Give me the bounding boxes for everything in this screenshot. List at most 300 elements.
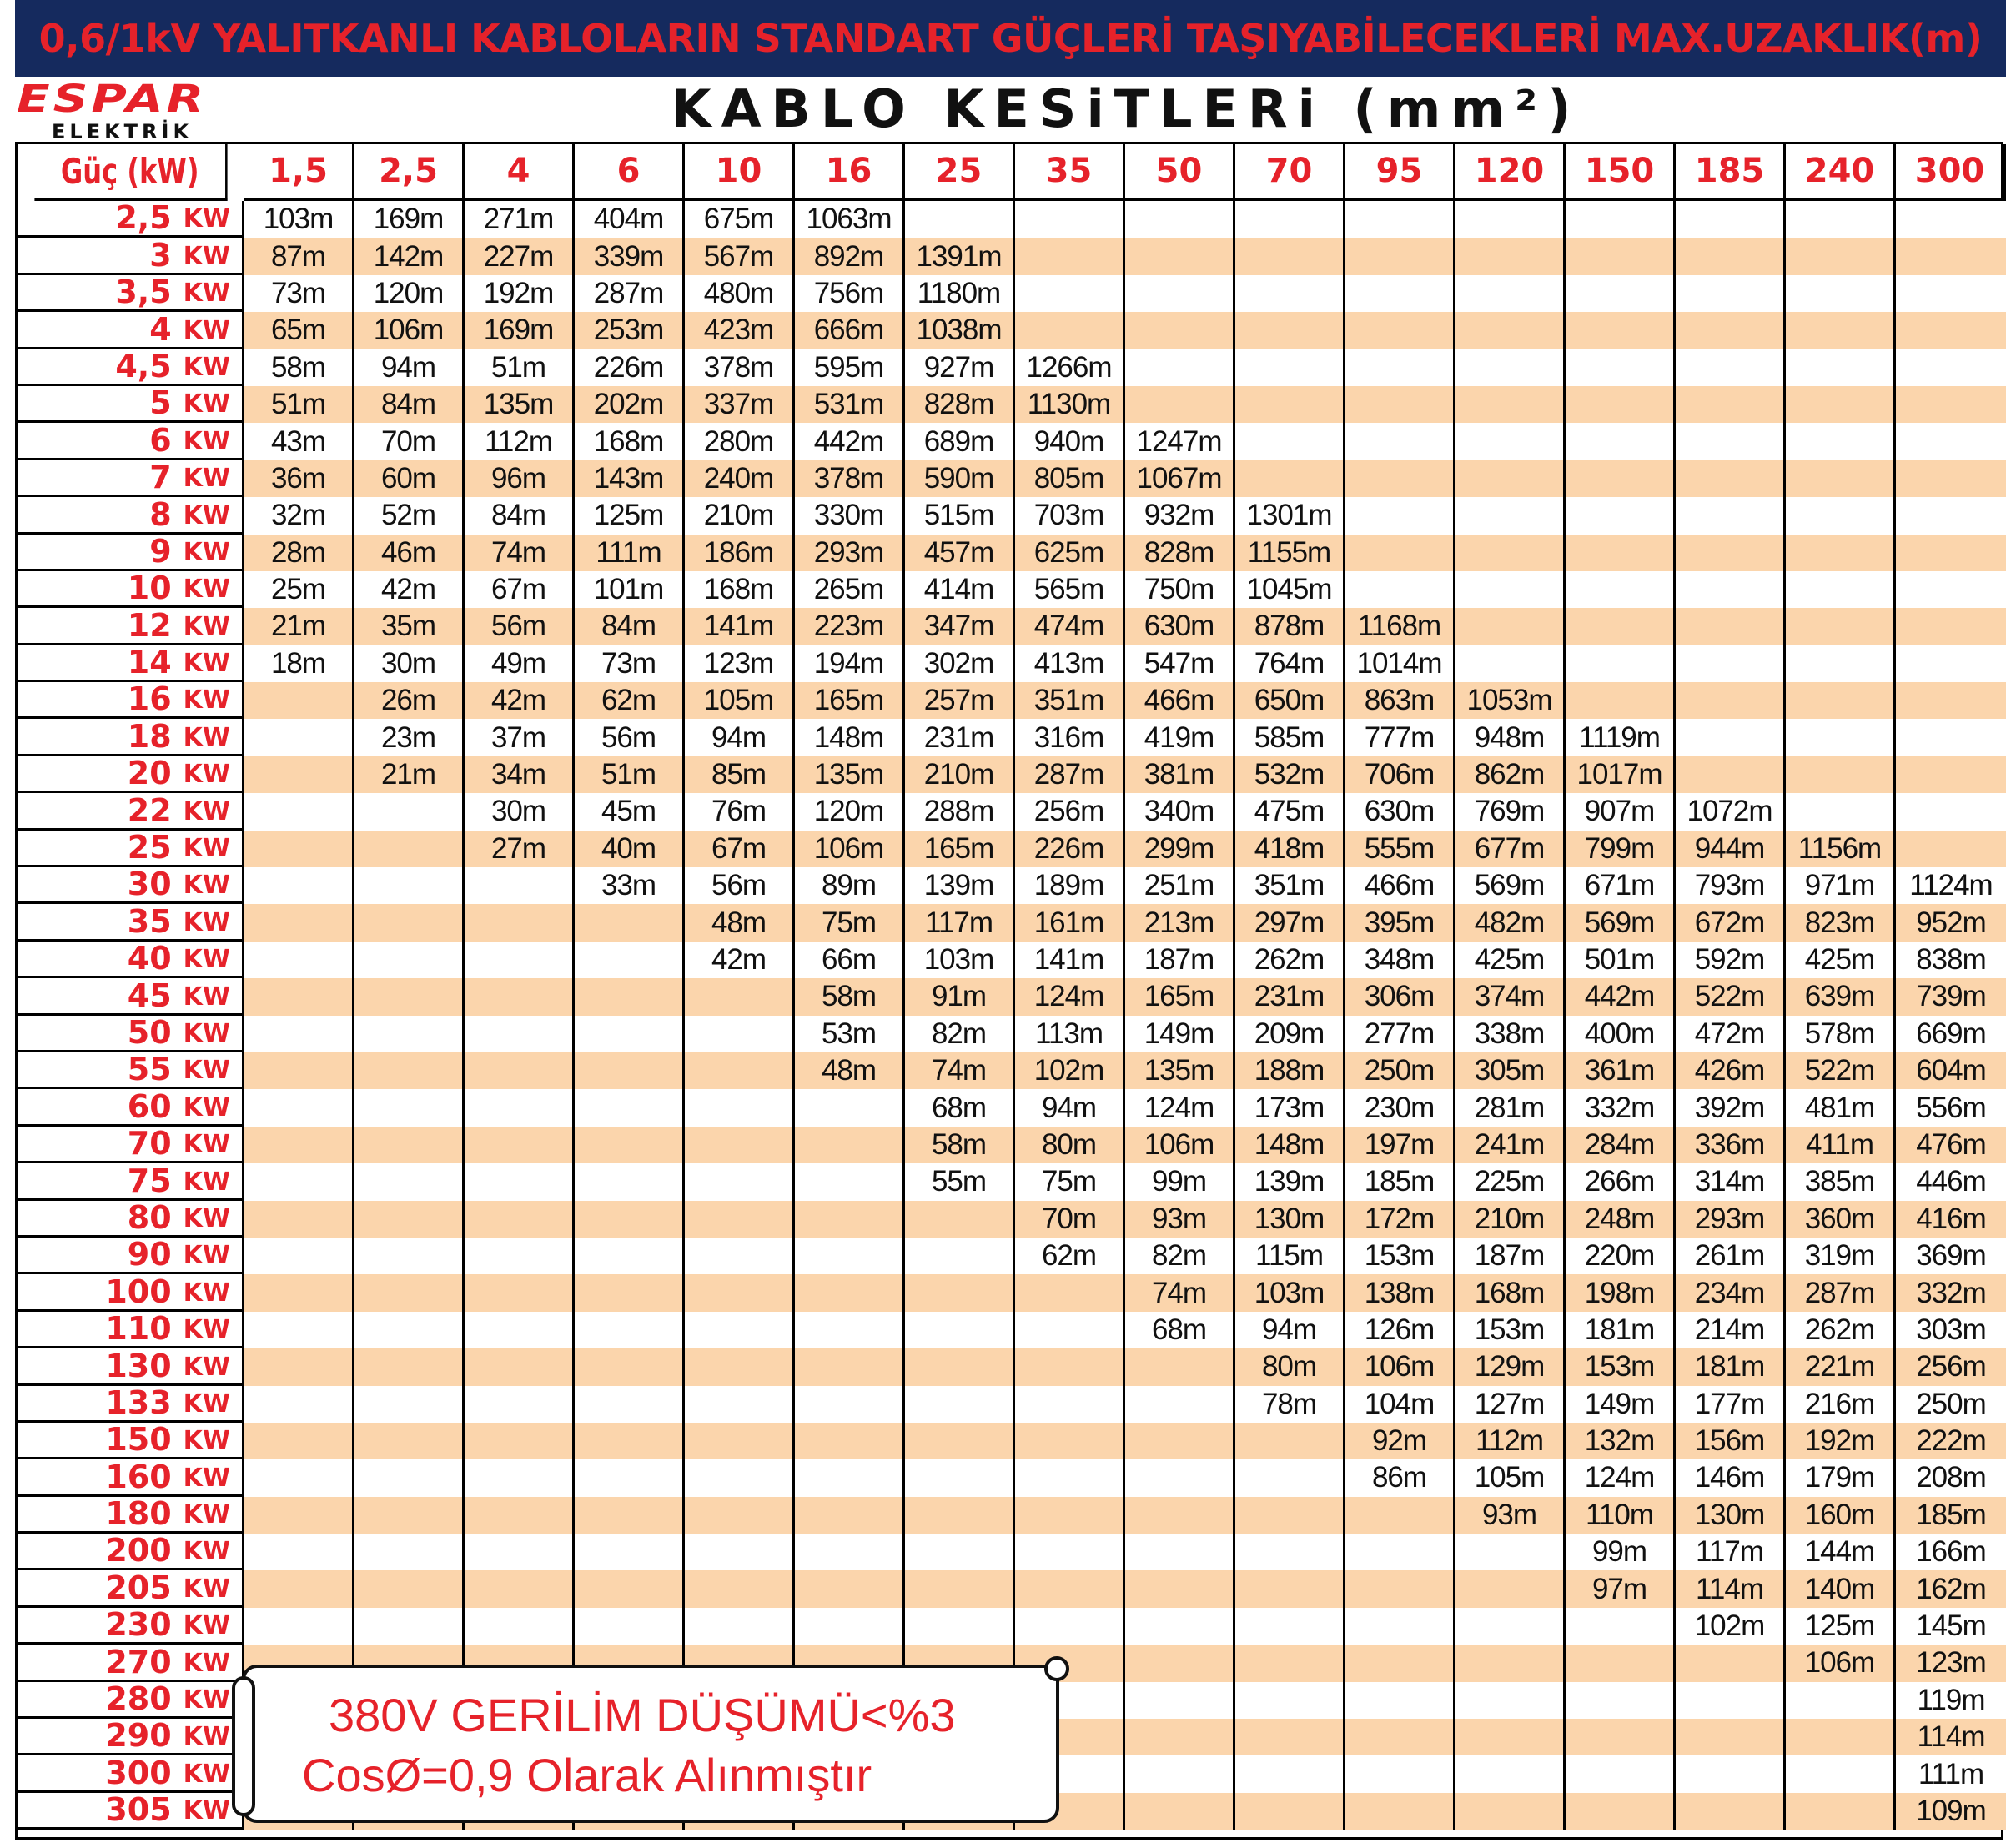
distance-cell — [1345, 1793, 1455, 1830]
distance-cell — [1566, 423, 1676, 459]
cable-section-header: 2,5 — [354, 144, 465, 201]
distance-cell: 120m — [795, 793, 905, 830]
distance-cell — [1455, 1570, 1566, 1607]
distance-cell — [1676, 1719, 1786, 1755]
power-unit: KW — [183, 1056, 230, 1086]
distance-cell — [1786, 645, 1896, 682]
distance-cell — [685, 1127, 795, 1163]
distance-cell — [1235, 423, 1345, 459]
distance-cell: 669m — [1896, 1016, 2006, 1052]
distance-cell: 1301m — [1235, 497, 1345, 534]
distance-cell: 799m — [1566, 831, 1676, 867]
power-unit: KW — [183, 1685, 230, 1715]
cable-section-header: 120 — [1455, 144, 1566, 201]
distance-cell — [244, 1497, 354, 1534]
distance-cell: 173m — [1235, 1089, 1345, 1126]
distance-cell: 256m — [1896, 1348, 2006, 1385]
power-value: 100 — [105, 1273, 172, 1310]
distance-cell: 316m — [1015, 719, 1125, 756]
distance-cell — [1566, 238, 1676, 274]
distance-cell — [1345, 535, 1455, 571]
distance-cell: 501m — [1566, 942, 1676, 978]
distance-cell: 944m — [1676, 831, 1786, 867]
distance-cell — [1015, 312, 1125, 349]
distance-cell: 209m — [1235, 1016, 1345, 1052]
distance-cell: 332m — [1896, 1274, 2006, 1311]
distance-cell: 251m — [1125, 867, 1235, 904]
distance-cell — [1015, 1608, 1125, 1645]
distance-cell: 604m — [1896, 1052, 2006, 1089]
distance-cell — [905, 1312, 1015, 1348]
distance-cell: 556m — [1896, 1089, 2006, 1126]
distance-cell — [1345, 238, 1455, 274]
distance-cell: 287m — [1015, 756, 1125, 793]
distance-cell — [1345, 460, 1455, 497]
distance-cell — [1455, 423, 1566, 459]
power-row-label — [18, 1719, 244, 1755]
distance-cell — [1786, 719, 1896, 756]
distance-cell — [795, 1348, 905, 1385]
distance-cell — [795, 1386, 905, 1423]
distance-cell: 106m — [1125, 1127, 1235, 1163]
distance-cell — [465, 1497, 575, 1534]
distance-cell — [1676, 682, 1786, 719]
distance-cell — [1125, 312, 1235, 349]
distance-cell — [1786, 682, 1896, 719]
distance-cell: 739m — [1896, 978, 2006, 1015]
power-unit: KW — [183, 982, 230, 1012]
power-value: 12 — [127, 606, 172, 644]
distance-cell — [1235, 238, 1345, 274]
distance-cell: 257m — [905, 682, 1015, 719]
espar-logo — [17, 77, 259, 143]
power-value: 150 — [105, 1421, 172, 1459]
distance-cell: 104m — [1345, 1386, 1455, 1423]
distance-cell: 287m — [575, 275, 685, 312]
power-value: 160 — [105, 1458, 172, 1495]
distance-cell: 74m — [465, 535, 575, 571]
power-value: 22 — [127, 791, 172, 829]
distance-cell: 227m — [465, 238, 575, 274]
distance-cell — [1676, 238, 1786, 274]
cable-section-header: 95 — [1345, 144, 1455, 201]
distance-cell — [1676, 460, 1786, 497]
distance-cell: 262m — [1235, 942, 1345, 978]
distance-cell: 221m — [1786, 1348, 1896, 1385]
distance-cell: 210m — [905, 756, 1015, 793]
distance-cell — [244, 1052, 354, 1089]
distance-cell — [465, 942, 575, 978]
distance-cell — [685, 978, 795, 1015]
distance-cell: 862m — [1455, 756, 1566, 793]
power-row-label — [18, 756, 244, 793]
distance-cell: 1038m — [905, 312, 1015, 349]
distance-cell: 168m — [575, 423, 685, 459]
distance-cell: 60m — [354, 460, 465, 497]
distance-cell: 750m — [1125, 571, 1235, 608]
distance-cell: 78m — [1235, 1386, 1345, 1423]
distance-cell: 135m — [1125, 1052, 1235, 1089]
distance-cell: 567m — [685, 238, 795, 274]
distance-cell — [795, 1127, 905, 1163]
distance-cell — [465, 1423, 575, 1459]
distance-cell — [1566, 460, 1676, 497]
distance-cell: 73m — [244, 275, 354, 312]
cable-section-header: 10 — [685, 144, 795, 201]
distance-cell — [1566, 1608, 1676, 1645]
distance-cell: 85m — [685, 756, 795, 793]
distance-cell: 66m — [795, 942, 905, 978]
distance-cell — [1345, 1570, 1455, 1607]
distance-cell — [1786, 201, 1896, 238]
distance-cell — [575, 1312, 685, 1348]
distance-cell: 187m — [1455, 1238, 1566, 1274]
distance-cell: 70m — [354, 423, 465, 459]
distance-cell: 347m — [905, 608, 1015, 645]
distance-cell: 230m — [1345, 1089, 1455, 1126]
distance-cell: 30m — [465, 793, 575, 830]
distance-cell — [1235, 312, 1345, 349]
distance-cell — [354, 1089, 465, 1126]
power-row-label — [18, 460, 244, 497]
distance-cell: 51m — [244, 386, 354, 423]
distance-cell: 472m — [1676, 1016, 1786, 1052]
power-unit: KW — [183, 1648, 230, 1678]
distance-cell: 1063m — [795, 201, 905, 238]
power-row-label — [18, 1383, 244, 1423]
distance-cell — [244, 1201, 354, 1238]
power-row-label — [18, 1348, 244, 1385]
distance-cell: 21m — [354, 756, 465, 793]
distance-cell: 306m — [1345, 978, 1455, 1015]
distance-cell: 124m — [1015, 978, 1125, 1015]
distance-cell — [1235, 201, 1345, 238]
power-unit: KW — [183, 1759, 230, 1789]
distance-cell — [575, 1163, 685, 1200]
distance-cell: 74m — [1125, 1274, 1235, 1311]
distance-cell: 52m — [354, 497, 465, 534]
distance-cell — [575, 978, 685, 1015]
distance-cell — [1786, 275, 1896, 312]
distance-cell — [905, 1274, 1015, 1311]
distance-cell: 262m — [1786, 1312, 1896, 1348]
distance-cell — [1786, 386, 1896, 423]
distance-cell: 256m — [1015, 793, 1125, 830]
power-unit: KW — [183, 1278, 230, 1308]
power-row-label — [18, 497, 244, 534]
distance-cell: 161m — [1015, 904, 1125, 941]
distance-cell: 177m — [1676, 1386, 1786, 1423]
power-row-label — [18, 1497, 244, 1534]
distance-cell — [685, 1163, 795, 1200]
distance-cell: 84m — [465, 497, 575, 534]
distance-cell: 625m — [1015, 535, 1125, 571]
power-value: 130 — [105, 1347, 172, 1384]
distance-cell — [1676, 386, 1786, 423]
distance-cell: 101m — [575, 571, 685, 608]
distance-cell — [685, 1348, 795, 1385]
distance-cell — [1235, 1497, 1345, 1534]
power-value: 4,5 — [115, 347, 172, 384]
distance-cell: 26m — [354, 682, 465, 719]
distance-cell: 106m — [795, 831, 905, 867]
distance-cell: 94m — [354, 349, 465, 386]
distance-cell: 927m — [905, 349, 1015, 386]
distance-cell: 56m — [575, 719, 685, 756]
power-value: 18 — [127, 717, 172, 755]
distance-cell — [1896, 201, 2006, 238]
distance-cell — [905, 1423, 1015, 1459]
distance-cell: 630m — [1125, 608, 1235, 645]
distance-cell — [1566, 535, 1676, 571]
distance-cell: 677m — [1455, 831, 1566, 867]
distance-cell: 91m — [905, 978, 1015, 1015]
distance-cell — [1125, 1423, 1235, 1459]
distance-cell — [1345, 571, 1455, 608]
distance-cell — [685, 1459, 795, 1496]
power-unit: KW — [183, 907, 230, 937]
distance-cell — [1345, 349, 1455, 386]
distance-cell: 293m — [795, 535, 905, 571]
cable-section-header: 6 — [575, 144, 685, 201]
distance-cell — [1676, 535, 1786, 571]
power-unit: KW — [183, 685, 230, 716]
distance-cell: 80m — [1015, 1127, 1125, 1163]
distance-cell: 666m — [795, 312, 905, 349]
distance-cell — [685, 1497, 795, 1534]
distance-cell — [795, 1312, 905, 1348]
power-row-label — [18, 978, 244, 1015]
distance-cell: 129m — [1455, 1348, 1566, 1385]
distance-cell: 106m — [354, 312, 465, 349]
distance-cell — [244, 682, 354, 719]
distance-cell: 181m — [1566, 1312, 1676, 1348]
distance-cell — [1676, 497, 1786, 534]
distance-cell — [575, 1386, 685, 1423]
distance-cell: 1072m — [1676, 793, 1786, 830]
distance-cell — [465, 1348, 575, 1385]
distance-cell: 111m — [1896, 1755, 2006, 1792]
distance-cell — [1786, 312, 1896, 349]
distance-cell: 113m — [1015, 1016, 1125, 1052]
distance-cell — [244, 793, 354, 830]
distance-cell — [354, 942, 465, 978]
distance-cell — [465, 1608, 575, 1645]
power-unit: KW — [183, 611, 230, 641]
distance-cell — [1125, 386, 1235, 423]
distance-cell: 416m — [1896, 1201, 2006, 1238]
distance-cell: 971m — [1786, 867, 1896, 904]
distance-cell: 42m — [354, 571, 465, 608]
distance-cell: 58m — [244, 349, 354, 386]
distance-cell — [1125, 1459, 1235, 1496]
distance-cell: 27m — [465, 831, 575, 867]
distance-cell — [1015, 275, 1125, 312]
distance-cell — [1896, 423, 2006, 459]
distance-cell: 1124m — [1896, 867, 2006, 904]
distance-cell — [575, 942, 685, 978]
distance-cell — [1455, 497, 1566, 534]
power-row-label — [18, 1423, 244, 1459]
distance-cell: 145m — [1896, 1608, 2006, 1645]
distance-cell — [1896, 831, 2006, 867]
distance-cell — [1015, 1497, 1125, 1534]
distance-cell: 160m — [1786, 1497, 1896, 1534]
distance-cell: 49m — [465, 645, 575, 682]
distance-cell: 149m — [1566, 1386, 1676, 1423]
distance-cell: 103m — [244, 201, 354, 238]
distance-cell — [1676, 275, 1786, 312]
distance-cell: 585m — [1235, 719, 1345, 756]
distance-cell — [1896, 608, 2006, 645]
distance-cell — [1786, 1793, 1896, 1830]
power-value: 55 — [127, 1051, 172, 1088]
distance-cell: 185m — [1896, 1497, 2006, 1534]
distance-cell — [1455, 571, 1566, 608]
power-unit: KW — [183, 796, 230, 826]
distance-cell: 139m — [1235, 1163, 1345, 1200]
distance-cell — [1455, 201, 1566, 238]
distance-cell — [1235, 1608, 1345, 1645]
distance-cell: 425m — [1786, 942, 1896, 978]
distance-cell — [354, 1348, 465, 1385]
distance-cell — [354, 867, 465, 904]
distance-cell: 86m — [1345, 1459, 1455, 1496]
distance-cell: 932m — [1125, 497, 1235, 534]
distance-cell — [575, 1459, 685, 1496]
distance-cell — [244, 1459, 354, 1496]
distance-cell: 58m — [905, 1127, 1015, 1163]
distance-cell: 115m — [1235, 1238, 1345, 1274]
distance-cell: 374m — [1455, 978, 1566, 1015]
distance-cell — [575, 1570, 685, 1607]
distance-cell — [1455, 386, 1566, 423]
distance-cell: 192m — [1786, 1423, 1896, 1459]
power-value: 75 — [127, 1162, 172, 1199]
distance-cell — [1455, 275, 1566, 312]
distance-cell: 385m — [1786, 1163, 1896, 1200]
distance-cell: 67m — [685, 831, 795, 867]
distance-cell — [1015, 1459, 1125, 1496]
distance-cell — [575, 1274, 685, 1311]
distance-cell — [1125, 1348, 1235, 1385]
power-value: 6 — [149, 421, 172, 459]
distance-cell — [1345, 201, 1455, 238]
distance-cell — [354, 1127, 465, 1163]
power-row-label — [18, 645, 244, 682]
distance-cell — [465, 1312, 575, 1348]
power-row-label — [18, 1312, 244, 1348]
distance-cell: 284m — [1566, 1127, 1676, 1163]
distance-cell — [244, 904, 354, 941]
distance-cell — [795, 1608, 905, 1645]
distance-cell — [795, 1497, 905, 1534]
distance-cell — [1235, 1645, 1345, 1681]
distance-cell — [1235, 1755, 1345, 1792]
power-row-label — [18, 275, 244, 312]
distance-cell — [685, 1423, 795, 1459]
distance-cell: 202m — [575, 386, 685, 423]
distance-cell — [905, 1238, 1015, 1274]
distance-cell — [905, 1570, 1015, 1607]
distance-cell: 187m — [1125, 942, 1235, 978]
distance-cell — [1676, 423, 1786, 459]
distance-cell: 185m — [1345, 1163, 1455, 1200]
distance-cell: 120m — [354, 275, 465, 312]
banner-title: 0,6/1kV YALITKANLI KABLOLARIN STANDART GÜÇLERİ TAŞIYABİLECEKLERİ MAX.UZAKLIK(m) — [38, 16, 1983, 61]
distance-cell — [795, 1238, 905, 1274]
distance-cell — [1235, 1793, 1345, 1830]
cable-section-header: 4 — [465, 144, 575, 201]
distance-cell — [1345, 1534, 1455, 1570]
distance-cell — [1566, 608, 1676, 645]
power-unit: KW — [183, 945, 230, 975]
distance-cell — [1896, 238, 2006, 274]
distance-cell: 863m — [1345, 682, 1455, 719]
distance-cell: 466m — [1125, 682, 1235, 719]
distance-cell: 231m — [905, 719, 1015, 756]
power-row-label — [18, 867, 244, 904]
power-value: 305 — [105, 1791, 172, 1829]
distance-cell: 56m — [685, 867, 795, 904]
power-unit: KW — [183, 871, 230, 901]
distance-cell: 569m — [1566, 904, 1676, 941]
distance-cell: 299m — [1125, 831, 1235, 867]
distance-cell: 480m — [685, 275, 795, 312]
distance-cell — [905, 1497, 1015, 1534]
power-value: 45 — [127, 977, 172, 1014]
power-unit: KW — [183, 1352, 230, 1382]
distance-cell: 30m — [354, 645, 465, 682]
distance-cell — [685, 1608, 795, 1645]
power-row-label — [18, 1198, 244, 1238]
cable-section-header: 16 — [795, 144, 905, 201]
distance-cell — [465, 904, 575, 941]
distance-cell — [1676, 312, 1786, 349]
distance-cell — [1345, 1645, 1455, 1681]
distance-cell: 446m — [1896, 1163, 2006, 1200]
distance-cell — [244, 1570, 354, 1607]
power-row-label — [18, 1645, 244, 1681]
distance-cell: 474m — [1015, 608, 1125, 645]
distance-cell: 547m — [1125, 645, 1235, 682]
distance-cell: 378m — [795, 460, 905, 497]
distance-cell — [465, 1127, 575, 1163]
distance-cell: 671m — [1566, 867, 1676, 904]
distance-cell: 271m — [465, 201, 575, 238]
distance-cell: 32m — [244, 497, 354, 534]
distance-cell: 94m — [1015, 1089, 1125, 1126]
distance-cell: 404m — [575, 201, 685, 238]
distance-cell: 756m — [795, 275, 905, 312]
distance-cell: 348m — [1345, 942, 1455, 978]
distance-cell: 67m — [465, 571, 575, 608]
distance-cell: 123m — [685, 645, 795, 682]
distance-cell: 226m — [575, 349, 685, 386]
distance-cell: 330m — [795, 497, 905, 534]
power-row-label — [18, 608, 244, 645]
distance-cell — [244, 1127, 354, 1163]
distance-cell: 1391m — [905, 238, 1015, 274]
power-row-label — [18, 719, 244, 756]
power-unit: KW — [183, 204, 230, 234]
power-row-label — [18, 1052, 244, 1089]
distance-cell — [1896, 571, 2006, 608]
power-value: 30 — [127, 866, 172, 903]
distance-cell — [244, 1312, 354, 1348]
distance-cell: 1053m — [1455, 682, 1566, 719]
distance-cell — [1566, 1793, 1676, 1830]
